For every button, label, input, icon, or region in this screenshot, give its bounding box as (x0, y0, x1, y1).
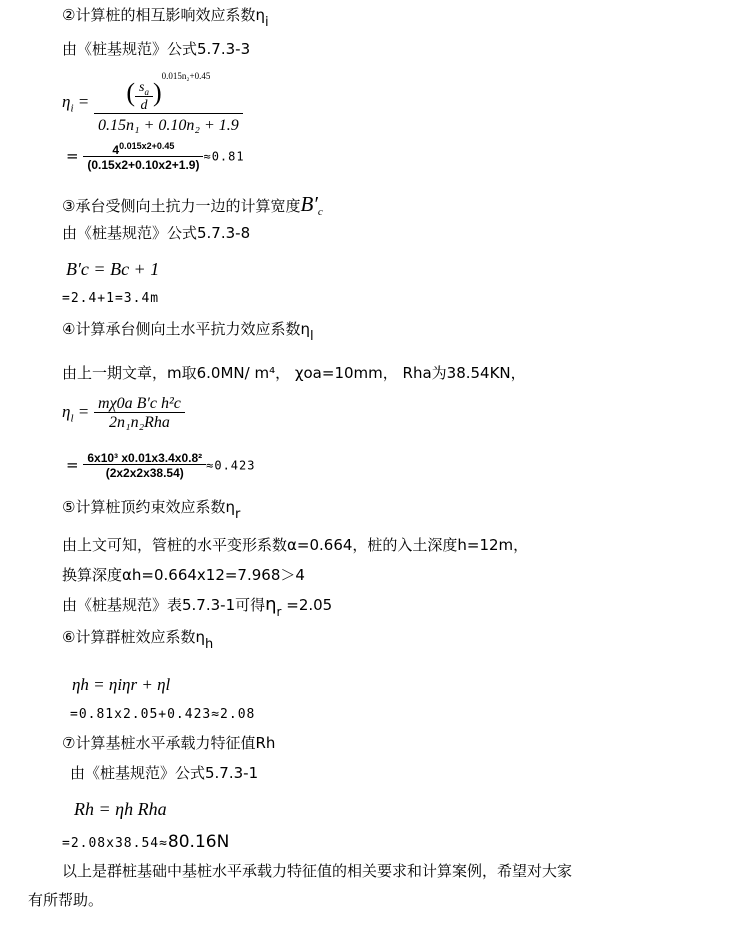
section-4-calculation: = $\frac{\text{6x10³ x0.01x3.4x0.8²}}{(2x2x2x38.54)}$ ≈0.423 (66, 451, 256, 480)
section-7-calculation: =2.08x38.54≈80.16N (62, 832, 230, 852)
section-5-title: ⑤计算桩顶约束效应系数$\eta_r$ (62, 498, 241, 522)
section-2-title: ②计算桩的相互影响效应系数$\eta_i$ (62, 6, 269, 30)
formula-eta-l: $\eta_l$ = $\frac{\text{mχ0a B′c h²c}}{\text{2n₁n₂Rha}}$ (62, 396, 185, 431)
section-5-line-3: 由《桩基规范》表5.7.3-1可得$\eta_r =2.05$ (62, 594, 333, 619)
formula-b-c: B′c = Bc + 1 (66, 259, 160, 279)
formula-eta-h: ηh = ηiηr + ηl (72, 675, 171, 694)
section-4-title: ④计算承台侧向土水平抗力效应系数$\eta_l$ (62, 320, 314, 344)
section-3-title: ③承台受侧向土抗力一边的计算宽度$B'_c$ (62, 192, 323, 218)
closing-line-2: 有所帮助。 (28, 891, 104, 909)
section-5-line-2: 换算深度αh=0.664x12=7.968＞4 (62, 566, 305, 584)
closing-line-1: 以上是群桩基础中基桩水平承载力特征值的相关要求和计算案例，希望对大家 (62, 862, 573, 880)
section-5-line-1: 由上文可知，管桩的水平变形系数α=0.664，桩的入土深度h=12m， (62, 536, 529, 554)
formula-r-h: Rh = ηh Rha (74, 799, 167, 819)
section-2-reference: 由《桩基规范》公式5.7.3-3 (62, 40, 251, 58)
section-6-title: ⑥计算群桩效应系数$\eta_h$ (62, 628, 214, 652)
formula-eta-i: $\eta_i$ = ( $\frac{s_a}{d}$ )$^{0.015n_2+0.45}$ 0.15n₁ + 0.10n₂ + 1.9 (62, 72, 243, 134)
section-6-calculation: =0.81x2.05+0.423≈2.08 (70, 707, 256, 722)
section-7-title: ⑦计算基桩水平承载力特征值Rh (62, 734, 276, 752)
section-3-calculation: =2.4+1=3.4m (62, 291, 160, 306)
section-4-parameters: 由上一期文章，m取6.0MN/ m⁴， χoa=10mm， Rha为38.54KN， (62, 364, 526, 382)
section-7-reference: 由《桩基规范》公式5.7.3-1 (70, 764, 259, 782)
section-3-reference: 由《桩基规范》公式5.7.3-8 (62, 224, 251, 242)
section-2-calculation: = $\frac{4^{0.015x2+0.45}}{(0.15x2+0.10x2+1.9)}$ ≈0.81 (66, 141, 245, 172)
